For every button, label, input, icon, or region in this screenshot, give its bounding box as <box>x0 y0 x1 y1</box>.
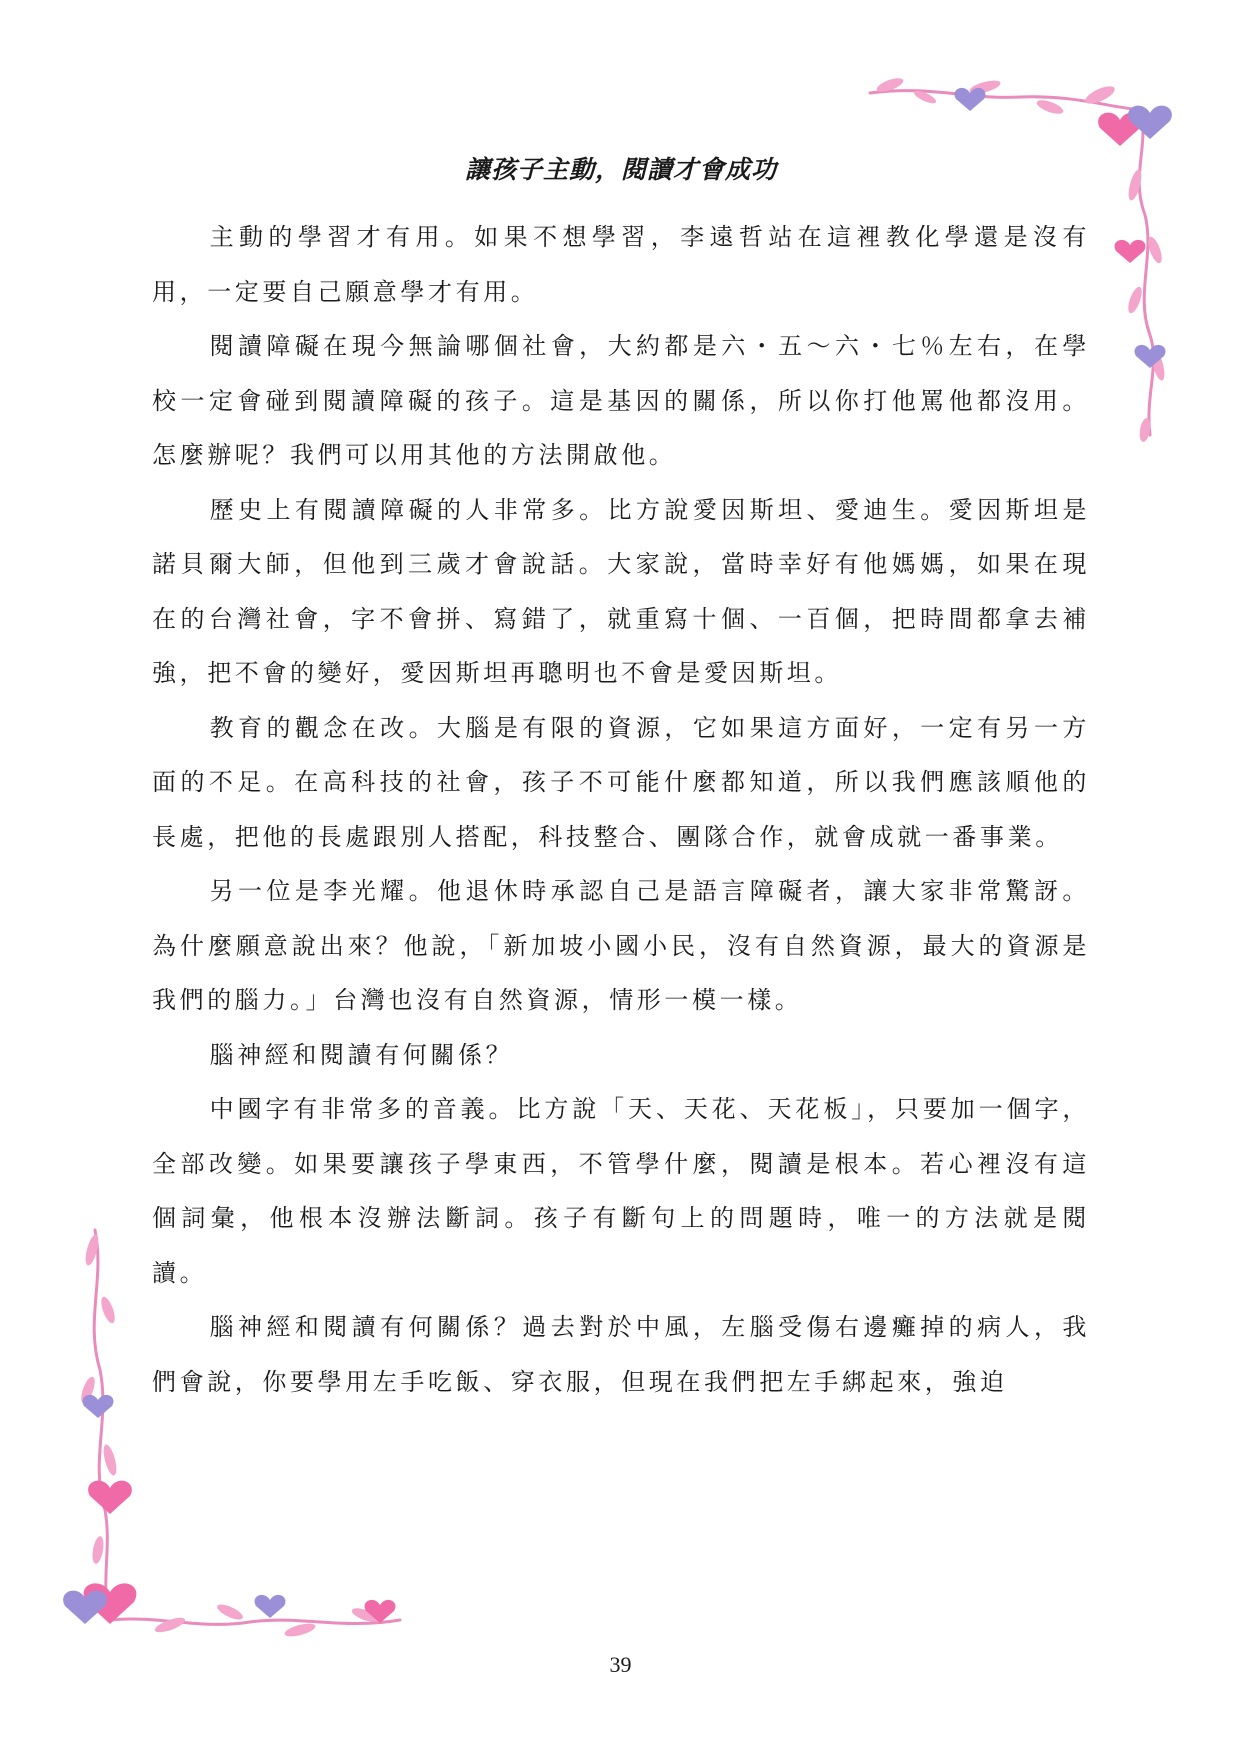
page-title: 讓孩子主動，閱讀才會成功 <box>464 155 777 184</box>
paragraph: 另一位是李光耀。他退休時承認自己是語言障礙者，讓大家非常驚訝。為什麼願意說出來？他說，「新加坡小國小民，沒有自然資源，最大的資源是我們的腦力。」台灣也沒有自然資源，情形一模一樣。 <box>152 877 1090 1014</box>
paragraph: 教育的觀念在改。大腦是有限的資源，它如果這方面好，一定有另一方面的不足。在高科技的社會，孩子不可能什麼都知道，所以我們應該順他的長處，把他的長處跟別人搭配，科技整合、團隊合作，就會成就一番事業。 <box>152 713 1090 851</box>
page-number: 39 <box>609 1652 632 1677</box>
paragraph: 腦神經和閱讀有何關係？ <box>209 1040 514 1069</box>
paragraph: 主動的學習才有用。如果不想學習，李遠哲站在這裡教化學還是沒有用，一定要自己願意學才有用。 <box>152 223 1090 306</box>
paragraph: 閱讀障礙在現今無論哪個社會，大約都是六・五～六・七％左右，在學校一定會碰到閱讀障礙的孩子。這是基因的關係，所以你打他罵他都沒用。怎麼辦呢？我們可以用其他的方法開啟他。 <box>152 332 1090 469</box>
paragraph: 歷史上有閱讀障礙的人非常多。比方說愛因斯坦、愛迪生。愛因斯坦是諾貝爾大師，但他到三歲才會說話。大家說，當時幸好有他媽媽，如果在現在的台灣社會，字不會拼、寫錯了，就重寫十個、一百個，把時間都拿去補強，把不會的變好，愛因斯坦再聰明也不會是愛因斯坦。 <box>152 495 1090 687</box>
article-body <box>152 210 1090 1409</box>
paragraph: 腦神經和閱讀有何關係？過去對於中風，左腦受傷右邊癱掉的病人，我們會說，你要學用左手吃飯、穿衣服，但現在我們把左手綁起來，強迫 <box>152 1313 1090 1396</box>
paragraph: 中國字有非常多的音義。比方說「天、天花、天花板」，只要加一個字，全部改變。如果要讓孩子學東西，不管學什麼，閱讀是根本。若心裡沒有這個詞彙，他根本沒辦法斷詞。孩子有斷句上的問題時，唯一的方法就是閱讀。 <box>152 1095 1090 1287</box>
